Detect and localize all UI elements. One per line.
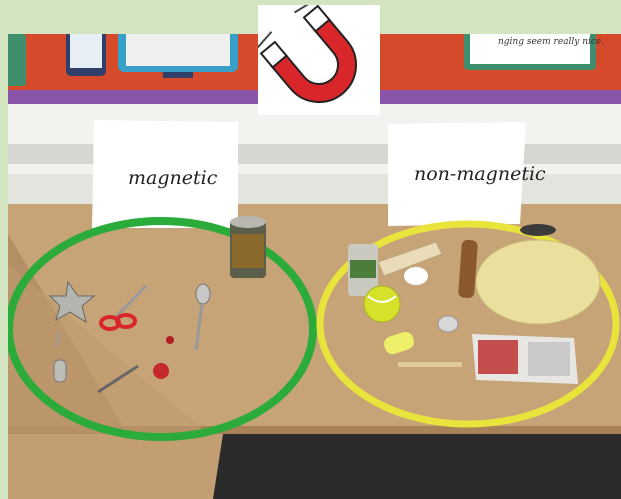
tennis-ball-icon [364, 286, 400, 322]
label-non-magnetic: non-magnetic [414, 163, 546, 185]
magnet-logo [258, 5, 380, 115]
lolly-stick-icon [398, 362, 462, 367]
foil-ball-icon [438, 316, 458, 332]
label-magnetic: magnetic [128, 167, 218, 189]
tin-can-icon [230, 216, 266, 278]
label-card-magnetic [92, 120, 238, 228]
board-poster-right [464, 34, 604, 70]
horseshoe-magnet-icon [258, 5, 380, 115]
cotton-wool-icon [404, 267, 428, 285]
thimble-icon [54, 360, 66, 382]
paper-picture-icon [472, 334, 578, 384]
poster-text: nging seem really nice. [498, 37, 605, 47]
